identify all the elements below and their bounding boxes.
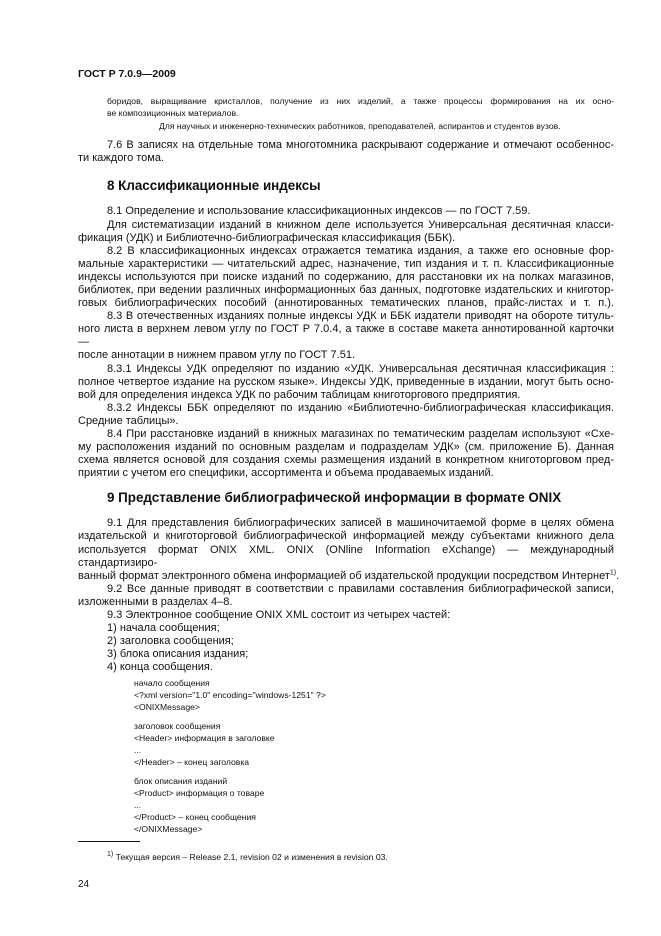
line-text: ти каждого тома. [78,152,165,165]
code-line: блок описания изданий [134,775,228,786]
code-line: <ONIXMessage> [134,701,200,712]
code-line: ... [134,799,142,810]
code-line: </ONIXMessage> [134,823,203,834]
onix-code-example [134,677,614,835]
line-text: после аннотации в нижнем правом углу по ГОСТ 7.51. [78,349,356,362]
code-line: </Product> – конец сообщения [134,811,256,822]
text-line [78,648,614,661]
line-text: вой для определения индекса УДК по рабочим таблицам книготоргового предприятия. [78,388,521,401]
footnote-reference: 1) [609,569,617,577]
line-text: ве композиционных материалов. [107,108,239,119]
text-line: ванный формат электронного обмена информацией об издательской продукции посредством Интернет$^{1)}$. [78,569,620,582]
line-text: 8.4 При расстановке изданий в книжных магазинах по тематическим разделам используют «Схе- [107,428,614,440]
line-text: 1) начала сообщения; [107,622,220,635]
line-text: 7.6 В записях на отдельные тома многотомника раскрывают содержание и отмечают особеннос- [107,139,614,152]
line-text: мальные характеристики — читательский адрес, назначение, тип издания и т. п. Классификационные [78,257,614,270]
line-text: полное четвертое издание на русском языке». Индексы УДК, приведенные в издании, могут быть осно- [78,375,614,388]
section-8-body [78,205,614,480]
text-line [78,349,614,362]
text-line [78,152,614,165]
line-text: 4) конца сообщения. [107,661,213,674]
code-line: </Header> – конец заголовка [134,756,250,767]
code-line: <?xml version="1.0" encoding="windows-1251" ?> [134,689,326,700]
line-text: 9.2 Все данные приводят в соответствии с правилами составления библиографической записи, [107,582,614,595]
line-text: ванный формат электронного обмена информацией об издательской продукции посредством Интернет [78,569,610,582]
line-text: используется формат ONIX XML. ONIX (ONline Information eXchange) — международный стандартизиро- [78,543,614,569]
line-text: Средние таблицы». [78,414,179,427]
text-line [78,323,614,349]
text-line [78,622,614,635]
code-line: ... [134,744,142,755]
text-line [78,596,614,609]
line-text: говых библиографических пособий (аннотированных тематических планов, прайс-листах и т. п.). [78,297,614,310]
clause-7-6 [78,139,614,165]
footnote-divider [78,841,140,842]
line-text: Для научных и инженерно-технических работников, преподавателей, аспирантов и студентов вузов. [159,120,561,131]
text-line [78,635,614,648]
line-text: му расположения изданий по основным разделам и подразделам УДК» (см. приложение Б). Данная [78,441,614,454]
line-text: 8.1 Определение и использование классификационных индексов — по ГОСТ 7.59. [107,205,531,218]
line-text: 2) заголовка сообщения; [107,635,234,648]
text-line [78,376,614,389]
spacer [134,768,614,775]
line-text: изложенными в разделах 4–8. [78,595,233,608]
text-line [78,441,614,454]
page-number: 24 [78,878,90,890]
line-text: издательской и книготорговой библиографической информацией между субъектами книжного дела [78,530,614,543]
text-line [78,139,614,152]
text-line [78,609,614,622]
text-line [78,245,614,258]
text-line [78,583,614,596]
text-line [78,661,614,674]
footnote-mark: 1) [107,850,114,858]
code-line: заголовок сообщения [134,720,221,731]
text-line [78,415,614,428]
text-line [78,389,614,402]
line-text: 9.1 Для представления библиографических записей в машиночитаемой форме в целях обмена [107,517,614,530]
intro-paragraph [107,95,614,132]
line-text: боридов, выращивание кристаллов, получение из них изделий, а также процессы формирования на их осно- [107,96,614,106]
text-line [107,107,614,119]
text-line [78,544,614,570]
text-line [78,454,614,467]
line-text: 8.3 В отечественных изданиях полные индексы УДК и ББК издатели приводят на обороте титуль- [107,310,614,323]
section-9-body [78,517,620,674]
line-text: 8.3.1 Индексы УДК определяют по изданию «УДК. Универсальная десятичная классификация : [107,362,614,375]
line-text: 3) блока описания издания; [107,648,249,661]
line-text: Для систематизации изданий в книжном деле используется Универсальная десятичная класси- [107,218,614,231]
spacer [134,713,614,720]
text-line [78,232,614,245]
text-line [78,530,614,543]
text-line [107,95,614,107]
section-8-heading: 8 Классификационные индексы [107,178,321,194]
line-text: фикация (УДК) и Библиотечно-библиографическая классификация (ББК). [78,231,456,244]
text-line [78,271,614,284]
line-text: индексы используются при поиске изданий по содержанию, для расстановки их на полках магазинов, [78,270,614,283]
text-line [78,205,614,218]
document-header: ГОСТ Р 7.0.9—2009 [78,68,176,80]
footnote [107,851,614,863]
text-line [78,284,614,297]
section-9-heading: 9 Представление библиографической информации в формате ONIX [107,490,562,506]
code-line: начало сообщения [134,677,210,688]
text-line [78,517,614,530]
line-text: 8.2 В классификационных индексах отражается тематика издания, а также его основные фор- [107,244,614,257]
line-text: библиотек, при ведении различных информационных баз данных, подготовке издательских и книготор- [78,283,614,296]
text-line [78,219,614,232]
text-line [78,363,614,376]
text-line [78,467,614,480]
text-line [78,428,614,441]
code-line: <Product> информация о товаре [134,787,265,798]
line-text: приятии с учетом его специфики, ассортимента и объема продаваемых изданий. [78,467,494,480]
text-line [78,402,614,415]
text-line [107,120,614,132]
text-line [78,258,614,271]
text-line [78,297,614,310]
line-text: схема является основой для создания схемы размещения изданий в конкретном книготорговом пред- [78,454,614,467]
code-line: <Header> информация в заголовке [134,732,275,743]
line-text: ного листа в верхнем левом углу по ГОСТ Р 7.0.4, а также в составе макета аннотированной карточки — [78,323,614,349]
line-text: 9.3 Электронное сообщение ONIX XML состоит из четырех частей: [107,609,451,622]
line-text: 8.3.2 Индексы ББК определяют по изданию «Библиотечно-библиографическая классификация. [107,401,614,414]
footnote-text: Текущая версия – Release 2.1, revision 02 и изменения в revision 03. [113,851,388,862]
text-line [78,310,614,323]
